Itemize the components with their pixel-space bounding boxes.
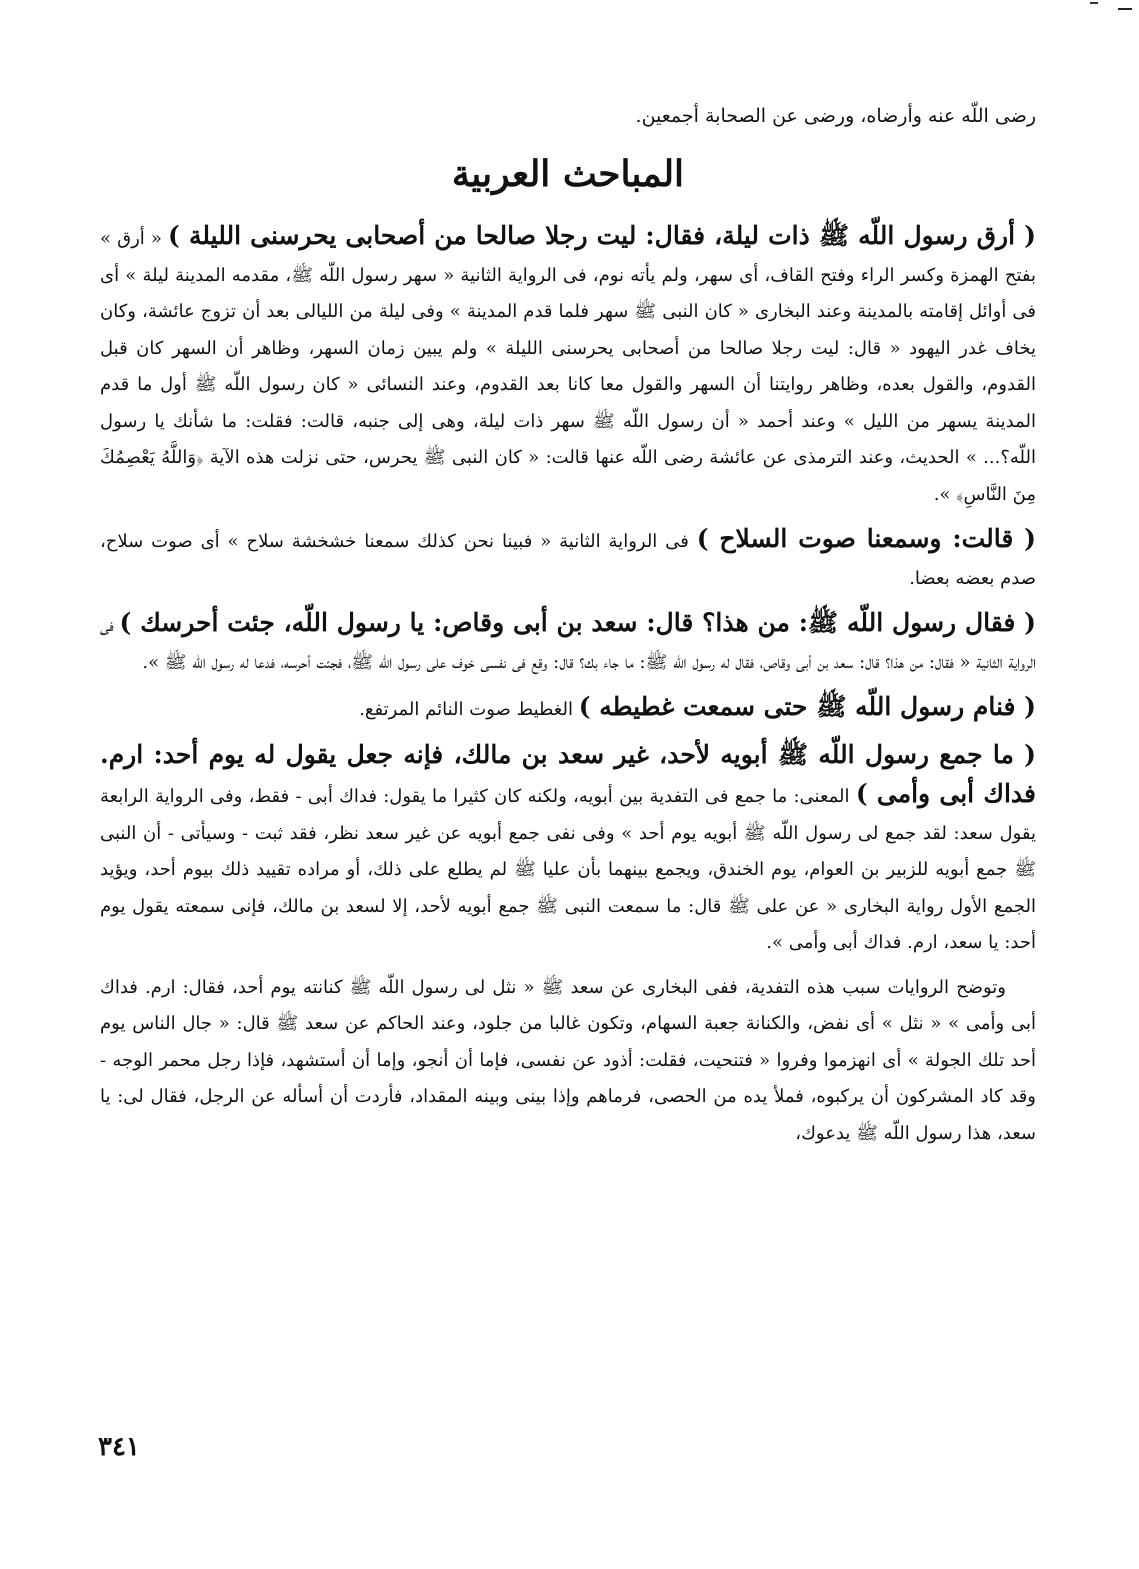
commentary: المعنى: ما جمع فى التفدية بين أبويه، ولكنه كان كثيرا ما يقول: فداك أبى - فقط، وفى الرواية الرابعة يقول سعد: لقد جمع لى رسول اللّه ﷺ أبويه يوم أحد » وفى نفى جمع أبويه عن غير سعد نظر، فقد ثبت - وسيأتى - أن النبى ﷺ جمع أبويه للزبير بن العوام، يوم الخندق، ويجمع بينهما بأن عليا ﷺ لم يطلع على ذلك، أو مراده تقييد ذلك بيوم أحد، ويؤيد الجمع الأول رواية البخارى « عن على ﷺ قال: ما سمعت النبى ﷺ جمع أبويه لأحد، إلا لسعد بن مالك، فإنى سمعته يقول يوم أحد: يا سعد، ارم. فداك أبى وأمى ». xyxy=(100,786,1036,953)
paragraph-4 xyxy=(100,689,1036,729)
paragraph-2 xyxy=(100,521,1036,597)
commentary: وتوضح الروايات سبب هذه التفدية، ففى البخارى عن سعد ﷺ « نثل لى رسول اللّه ﷺ كنانته يوم أحد، فقال: ارم. فداك أبى وأمى » « نثل » أى نفض، والكنانة جعبة السهام، وتكون غالبا من جلود، وعند الحاكم عن سعد ﷺ قال: « جال الناس يوم أحد تلك الجولة » أى انهزموا وفروا « فتنحيت، فقلت: أذود عن نفسى، فإما أن أنجو، وإما أن أستشهد، فإذا رجل محمر الوجه - وقد كاد المشركون أن يركبوه، فملأ يده من الحصى، فرماهم وإذا بينى وبينه المقداد، فأردت أن أسأله عن الرجل، فقال لى: يا سعد، هذا رسول اللّه ﷺ يدعوك، xyxy=(100,976,1037,1144)
page-number: ٣٤١ xyxy=(98,1432,140,1462)
commentary: الغطيط صوت النائم المرتفع. xyxy=(359,699,573,720)
section-title: المباحث العربية xyxy=(451,153,685,195)
lemma: ( أرق رسول اللّه ﷺ ذات ليلة، فقال: ليت رجلا صالحا من أصحابى يحرسنى الليلة ) xyxy=(168,221,1036,250)
paragraph-6 xyxy=(100,970,1036,1153)
commentary: « أرق » بفتح الهمزة وكسر الراء وفتح القاف، أى سهر، ولم يأته نوم، فى الرواية الثانية « سهر رسول اللّه ﷺ، مقدمه المدينة ليلة » أى فى أوائل إقامته بالمدينة وعند البخارى « كان النبى ﷺ سهر فلما قدم المدينة » وفى ليلة من الليالى بعد أن تزوج عائشة، وكان يخاف غدر اليهود « قال: ليت رجلا صالحا من أصحابى يحرسنى الليلة » ولم يبين زمان السهر، وظاهر أن السهر كان قبل القدوم، والقول بعده، وظاهر روايتنا أن السهر والقول معا كانا بعد القدوم، وعند النسائى « كان رسول اللّه ﷺ أول ما قدم المدينة يسهر من الليل » وعند أحمد « أن رسول اللّه ﷺ سهر ذات ليلة، وهى إلى جنبه، قالت: فقلت: ما شأنك يا رسول اللّه؟... » الحديث، وعند الترمذى عن عائشة رضى اللّه عنها قالت: « كان النبى ﷺ يحرس، حتى نزلت هذه الآية ﴿وَاللَّهُ يَعْصِمُكَ مِنَ النَّاسِ﴾ ». xyxy=(100,228,1036,505)
scan-dash xyxy=(1118,8,1132,10)
paragraph-1 xyxy=(100,218,1036,513)
lemma: ( فقال رسول اللّه ﷺ: من هذا؟ قال: سعد بن أبى وقاص: يا رسول اللّه، جئت أحرسك ) xyxy=(119,608,1036,637)
paragraph-3 xyxy=(100,605,1036,681)
intro-line: رضى اللّه عنه وأرضاه، ورضى عن الصحابة أجمعين. xyxy=(635,105,1036,127)
lemma: ( قالت: وسمعنا صوت السلاح ) xyxy=(696,524,1037,553)
lemma: ( ما جمع رسول اللّه ﷺ أبويه لأحد، غير سعد بن مالك، فإنه جعل يقول له يوم أحد: ارم. فداك أبى وأمى ) xyxy=(100,739,1036,808)
text-column xyxy=(100,98,1036,1160)
paragraph-5 xyxy=(100,737,1036,962)
scan-mark xyxy=(1090,2,1098,4)
commentary: فى الرواية الثانية « فقال: من هذا؟ قال: سعد بن أبى وقاص، فقال له رسول اللّه ﷺ: ما جاء بك؟ قال: وقع فى نفسى خوف على رسول اللّه ﷺ، فجئت أحرسه، فدعا له رسول اللّه ﷺ ». xyxy=(100,615,1036,673)
commentary: فى الرواية الثانية « فبينا نحن كذلك سمعنا خشخشة سلاح » أى صوت سلاح، صدم بعضه بعضا. xyxy=(100,531,1036,589)
lemma: ( فنام رسول اللّه ﷺ حتى سمعت غطيطه ) xyxy=(578,692,1036,721)
